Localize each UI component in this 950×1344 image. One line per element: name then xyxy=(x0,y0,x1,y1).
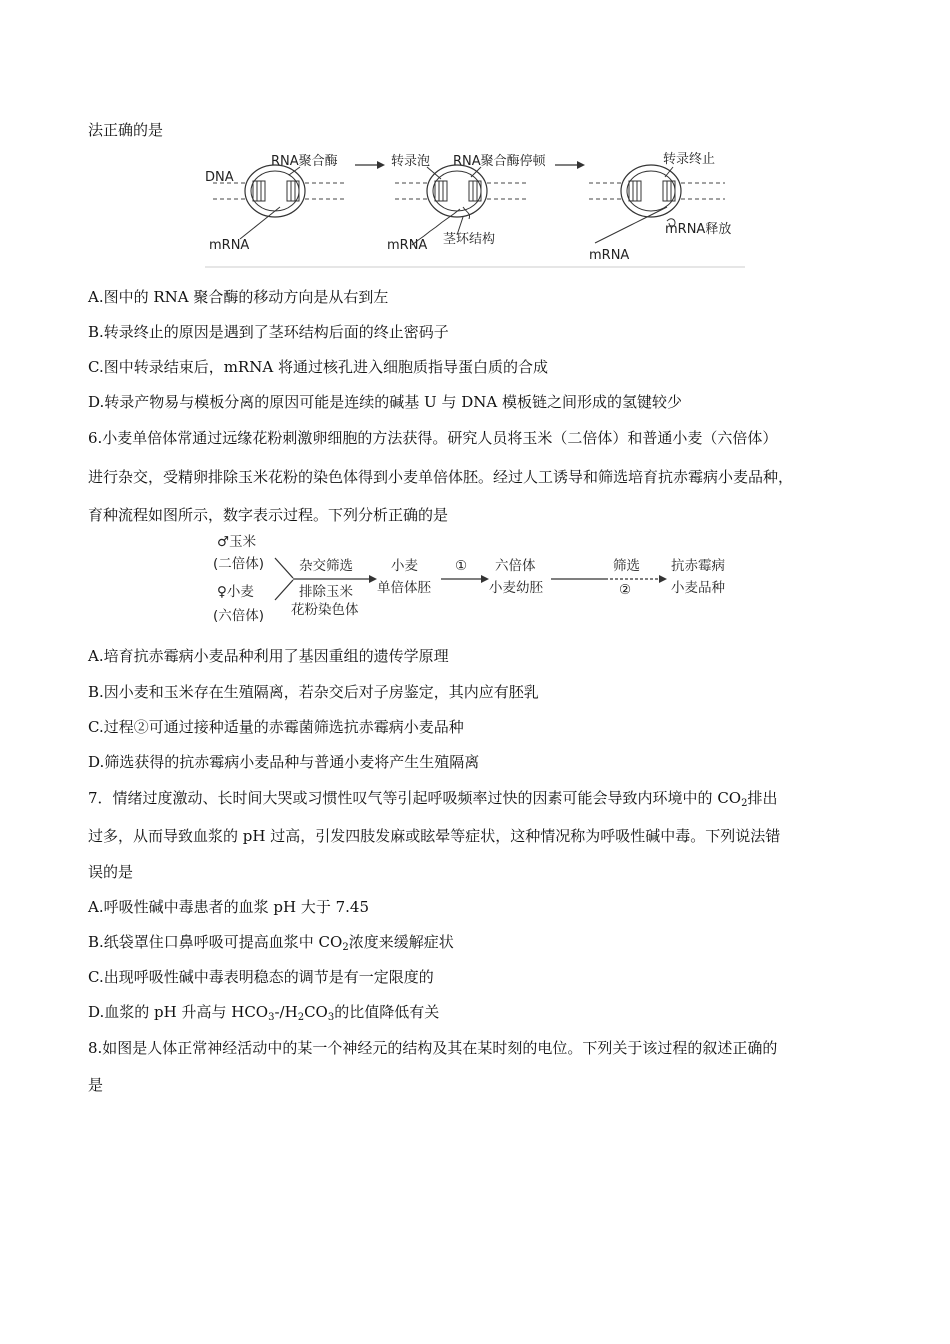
q8-stem-line-2: 是 xyxy=(88,1076,104,1094)
q5-option-a: A.图中的 RNA 聚合酶的移动方向是从右到左 xyxy=(88,288,389,306)
label-male-corn: ♂玉米 xyxy=(217,534,257,550)
q7-stem-line-2: 过多，从而导致血浆的 pH 过高，引发四肢发麻或眩晕等症状，这种情况称为呼吸性碱中毒。下列说法错 xyxy=(88,827,781,845)
label-diploid: (二倍体) xyxy=(213,556,265,572)
label-transcription-bubble: 转录泡 xyxy=(391,154,431,169)
q7-stem-line-3: 误的是 xyxy=(88,863,134,881)
q7-option-a: A.呼吸性碱中毒患者的血浆 pH 大于 7.45 xyxy=(88,898,369,916)
q7-option-d: D.血浆的 pH 升高与 $HCO_3-/H_2CO_3$的比值降低有关 xyxy=(88,1003,440,1023)
q6-stem-line-2: 进行杂交，受精卵排除玉米花粉的染色体得到小麦单倍体胚。经过人工诱导和筛选培育抗赤霉病小麦品种， xyxy=(88,468,794,486)
label-mrna-3: mRNA xyxy=(589,248,630,263)
label-mrna-released: mRNA释放 xyxy=(665,222,732,237)
q7-option-c: C.出现呼吸性碱中毒表明稳态的调节是有一定限度的 xyxy=(88,968,434,986)
question-stem-continuation: 法正确的是 xyxy=(88,121,164,139)
label-rna-polymerase-paused: RNA聚合酶停顿 xyxy=(453,154,546,169)
q7-option-b: B.纸袋罩住口鼻呼吸可提高血浆中 $CO_2$浓度来缓解症状 xyxy=(88,933,454,953)
label-resistant-2: 小麦品种 xyxy=(671,580,725,596)
q8-stem-line-1: 8.如图是人体正常神经活动中的某一个神经元的结构及其在某时刻的电位。下列关于该过程的叙述正确的 xyxy=(88,1039,778,1057)
q6-option-b: B.因小麦和玉米存在生殖隔离，若杂交后对子房鉴定，其内应有胚乳 xyxy=(88,683,539,701)
label-female-wheat: ♀小麦 xyxy=(217,584,254,600)
q6-option-c: C.过程②可通过接种适量的赤霉菌筛选抗赤霉病小麦品种 xyxy=(88,718,464,736)
label-hexaploid-1: 六倍体 xyxy=(495,558,536,574)
label-remove-corn-1: 排除玉米 xyxy=(299,584,353,600)
label-wheat-seedling: 小麦幼胚 xyxy=(489,580,543,596)
transcription-figure xyxy=(205,145,745,270)
q6-option-a: A.培育抗赤霉病小麦品种利用了基因重组的遗传学原理 xyxy=(88,647,449,665)
label-hexaploid: (六倍体) xyxy=(213,608,265,624)
label-stem-loop: 茎环结构 xyxy=(443,232,496,247)
q7-stem-line-1: 7．情绪过度激动、长时间大哭或习惯性叹气等引起呼吸频率过快的因素可能会导致内环境中的 $CO_2$排出 xyxy=(88,789,778,809)
label-remove-corn-2: 花粉染色体 xyxy=(291,602,359,618)
label-screen: 筛选 xyxy=(613,558,640,574)
q6-option-d: D.筛选获得的抗赤霉病小麦品种与普通小麦将产生生殖隔离 xyxy=(88,753,480,771)
label-step-2: ② xyxy=(619,582,632,598)
q6-stem-line-1: 6.小麦单倍体常通过远缘花粉刺激卵细胞的方法获得。研究人员将玉米（二倍体）和普通小麦（六倍体） xyxy=(88,429,778,447)
label-mrna-2: mRNA xyxy=(387,238,428,253)
label-wheat: 小麦 xyxy=(391,558,418,574)
label-haploid-embryo: 单倍体胚 xyxy=(377,580,431,596)
label-mrna-1: mRNA xyxy=(209,238,250,253)
q5-option-c: C.图中转录结束后，mRNA 将通过核孔进入细胞质指导蛋白质的合成 xyxy=(88,358,548,376)
label-hybrid-screen: 杂交筛选 xyxy=(299,558,353,574)
breeding-flow-figure xyxy=(205,530,745,632)
label-resistant-1: 抗赤霉病 xyxy=(671,558,725,574)
label-dna: DNA xyxy=(205,170,234,185)
q5-option-d: D.转录产物易与模板分离的原因可能是连续的碱基 U 与 DNA 模板链之间形成的氢键较少 xyxy=(88,393,682,411)
label-transcription-termination: 转录终止 xyxy=(663,152,716,167)
label-rna-polymerase: RNA聚合酶 xyxy=(271,154,338,169)
q6-stem-line-3: 育种流程如图所示，数字表示过程。下列分析正确的是 xyxy=(88,506,449,524)
q5-option-b: B.转录终止的原因是遇到了茎环结构后面的终止密码子 xyxy=(88,323,449,341)
label-step-1: ① xyxy=(455,558,468,574)
